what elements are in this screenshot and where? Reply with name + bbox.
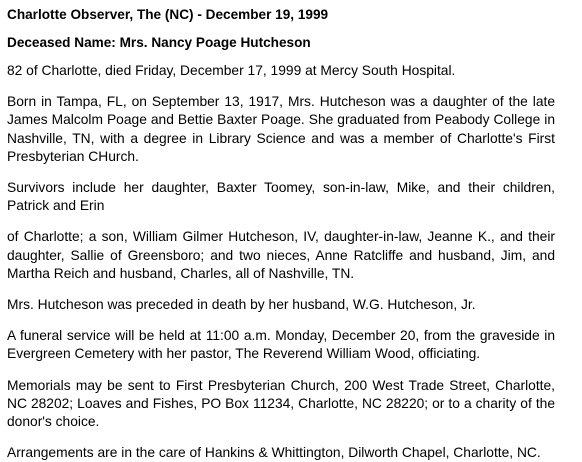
obituary-paragraph: Born in Tampa, FL, on September 13, 1917, Mrs. Hutcheson was a daughter of the late James Malcolm Poage and Bettie Baxter Poage. She graduated from Peabody College in Nashville, TN, with a degree in Library Science and was a member of Charlotte's First Presbyterian CHurch. [7, 94, 555, 164]
obituary-paragraph: Survivors include her daughter, Baxter Toomey, son-in-law, Mike, and their children, Patrick and Erin [7, 180, 555, 214]
obituary-paragraph: Mrs. Hutcheson was preceded in death by her husband, W.G. Hutcheson, Jr. [7, 297, 476, 313]
obituary-paragraph: of Charlotte; a son, William Gilmer Hutcheson, IV, daughter-in-law, Jeanne K., and their daughter, Sallie of Greensboro; and two nieces, Anne Ratcliffe and husband, Jim, and Martha Reich and husband, Charles, all of Nashville, TN. [7, 229, 555, 281]
obituary-paragraph: Memorials may be sent to First Presbyterian Church, 200 West Trade Street, Charlotte, NC 28202; Loaves and Fishes, PO Box 11234, Charlotte, NC 28220; or to a charity of the donor's choice. [7, 377, 555, 430]
source-heading: Charlotte Observer, The (NC) - December 19, 1999 [7, 7, 329, 22]
obituary-paragraph: A funeral service will be held at 11:00 a.m. Monday, December 20, from the graveside in Evergreen Cemetery with her pastor, The Reverend William Wood, officiating. [7, 328, 555, 362]
deceased-name-heading: Deceased Name: Mrs. Nancy Poage Hutcheson [7, 35, 311, 50]
obituary-paragraph: Arrangements are in the care of Hankins & Whittington, Dilworth Chapel, Charlotte, NC. [7, 445, 541, 461]
obituary-paragraph: 82 of Charlotte, died Friday, December 17, 1999 at Mercy South Hospital. [7, 63, 456, 78]
